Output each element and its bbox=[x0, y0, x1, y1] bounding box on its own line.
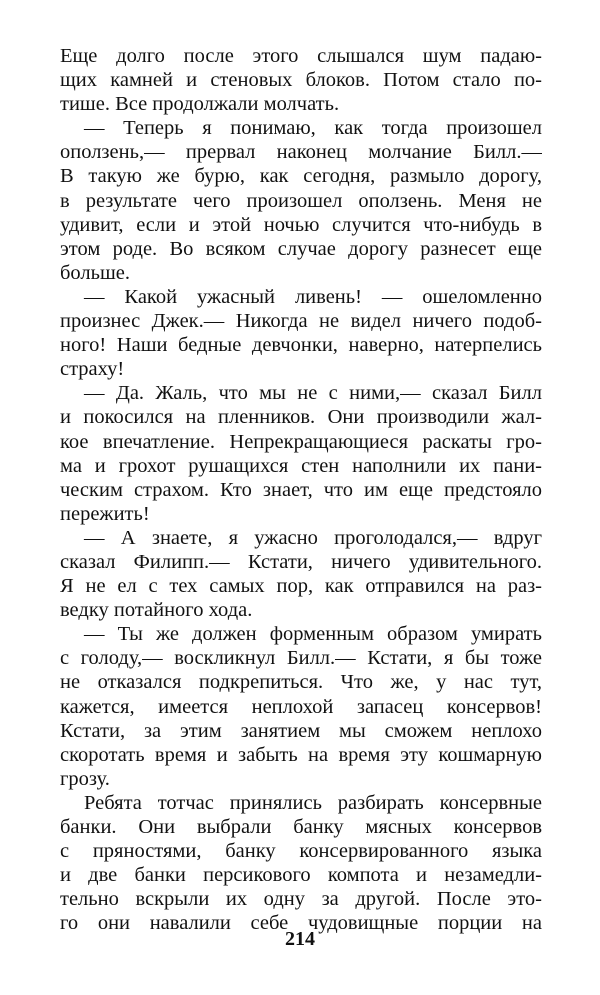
text-line: Еще долго после этого слышался шум падаю- bbox=[60, 45, 542, 67]
text-line: удивит, если и этой ночью случится что-нибудь в bbox=[60, 213, 542, 236]
text-line: тельно вскрыли их одну за другой. После это- bbox=[60, 888, 542, 911]
text-line: — Ты же должен форменным образом умирать bbox=[84, 623, 542, 646]
paragraph bbox=[60, 44, 542, 116]
text-line: больше. bbox=[60, 261, 130, 284]
text-line: В такую же бурю, как сегодня, размыло дорогу, bbox=[60, 165, 542, 188]
text-line: ного! Наши бедные девчонки, наверно, натерпелись bbox=[60, 334, 542, 357]
text-line: и две банки персикового компота и незамедли- bbox=[60, 864, 542, 887]
text-line: произнес Джек.— Никогда не видел ничего подоб- bbox=[60, 310, 542, 333]
text-line: оползень,— прервал наконец молчание Билл.— bbox=[60, 141, 542, 164]
page-text bbox=[60, 44, 542, 935]
text-line: — Теперь я понимаю, как тогда произошел bbox=[84, 117, 542, 140]
text-line: в результате чего произошел оползень. Меня не bbox=[60, 189, 542, 212]
text-line: и покосился на пленников. Они производили жал- bbox=[60, 406, 542, 429]
text-line: Ребята тотчас принялись разбирать консервные bbox=[84, 791, 542, 814]
paragraph bbox=[60, 622, 542, 791]
paragraph bbox=[60, 285, 542, 381]
text-line: Я не ел с тех самых пор, как отправился на раз- bbox=[60, 575, 542, 598]
paragraph bbox=[60, 116, 542, 285]
text-line: сказал Филипп.— Кстати, ничего удивительного. bbox=[60, 550, 542, 573]
text-line: скоротать время и забыть на время эту кошмарную bbox=[60, 743, 542, 766]
text-line: Кстати, за этим занятием мы сможем неплохо bbox=[60, 719, 542, 742]
text-line: ческим страхом. Кто знает, что им еще предстояло bbox=[60, 478, 542, 501]
text-line: тише. Все продолжали молчать. bbox=[60, 93, 340, 116]
paragraph bbox=[60, 791, 542, 936]
paragraph bbox=[60, 381, 542, 526]
text-line: грозу. bbox=[60, 767, 110, 790]
paragraph bbox=[60, 526, 542, 622]
text-line: го они навалили себе чудовищные порции на bbox=[60, 912, 542, 935]
text-line: — Да. Жаль, что мы не с ними,— сказал Билл bbox=[84, 382, 542, 405]
page-number: 214 bbox=[285, 928, 315, 950]
text-line: этом роде. Во всяком случае дорогу разнесет еще bbox=[60, 237, 542, 260]
text-line: — Какой ужасный ливень! — ошеломленно bbox=[84, 285, 542, 308]
text-line: банки. Они выбрали банку мясных консервов bbox=[60, 816, 542, 838]
text-line: с пряностями, банку консервированного языка bbox=[60, 840, 542, 863]
text-line: пережить! bbox=[60, 502, 150, 525]
text-line: страху! bbox=[60, 358, 125, 381]
text-line: щих камней и стеновых блоков. Потом стало по- bbox=[60, 69, 542, 92]
text-line: не отказался подкрепиться. Что же, у нас тут, bbox=[60, 671, 542, 694]
text-line: кое впечатление. Непрекращающиеся раскаты гро- bbox=[60, 430, 542, 453]
text-line: кажется, имеется неплохой запасец консервов! bbox=[60, 695, 542, 718]
text-line: — А знаете, я ужасно проголодался,— вдруг bbox=[84, 526, 542, 549]
text-line: ведку потайного хода. bbox=[60, 599, 253, 622]
text-line: с голоду,— воскликнул Билл.— Кстати, я бы тоже bbox=[60, 647, 542, 670]
text-line: ма и грохот рушащихся стен наполнили их пани- bbox=[60, 454, 542, 477]
